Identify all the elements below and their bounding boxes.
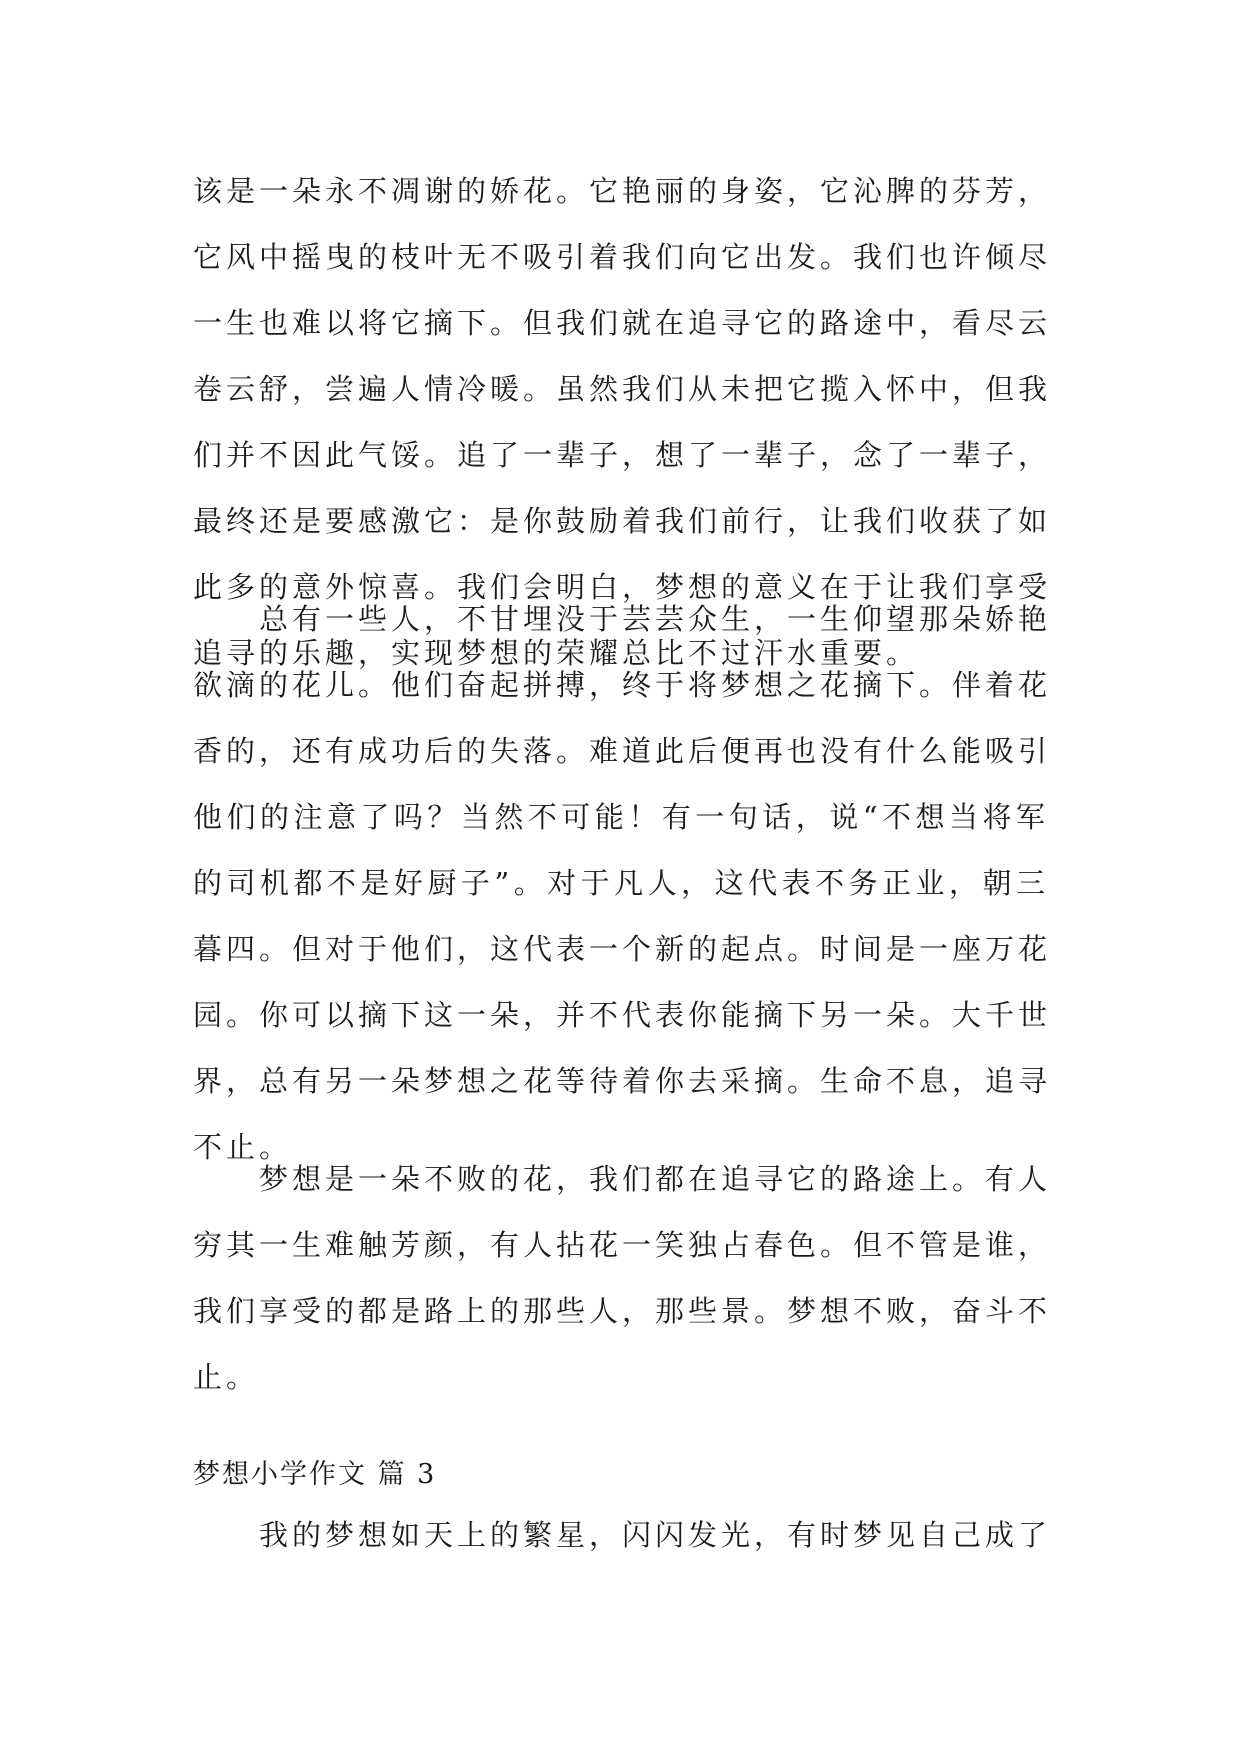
paragraph-line: 我们享受的都是路上的那些人，那些景。梦想不败，奋斗不 bbox=[193, 1294, 1052, 1328]
paragraph-line: 它风中摇曳的枝叶无不吸引着我们向它出发。我们也许倾尽 bbox=[193, 240, 1052, 274]
paragraph-line: 一生也难以将它摘下。但我们就在追寻它的路途中，看尽云 bbox=[193, 306, 1052, 340]
paragraph-line: 们并不因此气馁。追了一辈子，想了一辈子，念了一辈子， bbox=[193, 438, 1052, 472]
paragraph-line: 最终还是要感激它：是你鼓励着我们前行，让我们收获了如 bbox=[193, 504, 1052, 538]
paragraph-line: 穷其一生难触芳颜，有人拈花一笑独占春色。但不管是谁， bbox=[193, 1228, 1052, 1262]
section-heading: 梦想小学作文 篇 3 bbox=[193, 1459, 437, 1490]
paragraph-line: 我的梦想如天上的繁星，闪闪发光，有时梦见自己成了 bbox=[259, 1518, 1052, 1552]
paragraph-line: 他们的注意了吗？当然不可能！有一句话，说“不想当将军 bbox=[193, 800, 1049, 834]
paragraph-line: 欲滴的花儿。他们奋起拼搏，终于将梦想之花摘下。伴着花 bbox=[193, 668, 1052, 702]
paragraph-line: 卷云舒，尝遍人情冷暖。虽然我们从未把它揽入怀中，但我 bbox=[193, 372, 1052, 406]
paragraph-2 bbox=[193, 586, 1052, 1180]
paragraph-line: 此多的意外惊喜。我们会明白，梦想的意义在于让我们享受 bbox=[193, 570, 1052, 604]
paragraph-line: 香的，还有成功后的失落。难道此后便再也没有什么能吸引 bbox=[193, 734, 1052, 768]
paragraph-line: 梦想是一朵不败的花，我们都在追寻它的路途上。有人 bbox=[259, 1162, 1052, 1196]
paragraph-line: 界，总有另一朵梦想之花等待着你去采摘。生命不息，追寻 bbox=[193, 1064, 1052, 1098]
paragraph-4 bbox=[193, 1502, 1052, 1568]
paragraph-line: 该是一朵永不凋谢的娇花。它艳丽的身姿，它沁脾的芬芳， bbox=[193, 174, 1052, 208]
paragraph-line: 不止。 bbox=[193, 1130, 293, 1164]
paragraph-line: 的司机都不是好厨子”。对于凡人，这代表不务正业，朝三 bbox=[193, 866, 1049, 900]
paragraph-line: 止。 bbox=[193, 1360, 260, 1394]
paragraph-line: 总有一些人，不甘埋没于芸芸众生，一生仰望那朵娇艳 bbox=[259, 602, 1052, 636]
paragraph-line: 园。你可以摘下这一朵，并不代表你能摘下另一朵。大千世 bbox=[193, 998, 1052, 1032]
paragraph-3 bbox=[193, 1146, 1052, 1410]
paragraph-line: 追寻的乐趣，实现梦想的荣耀总比不过汗水重要。 bbox=[193, 636, 920, 670]
paragraph-line: 暮四。但对于他们，这代表一个新的起点。时间是一座万花 bbox=[193, 932, 1052, 966]
